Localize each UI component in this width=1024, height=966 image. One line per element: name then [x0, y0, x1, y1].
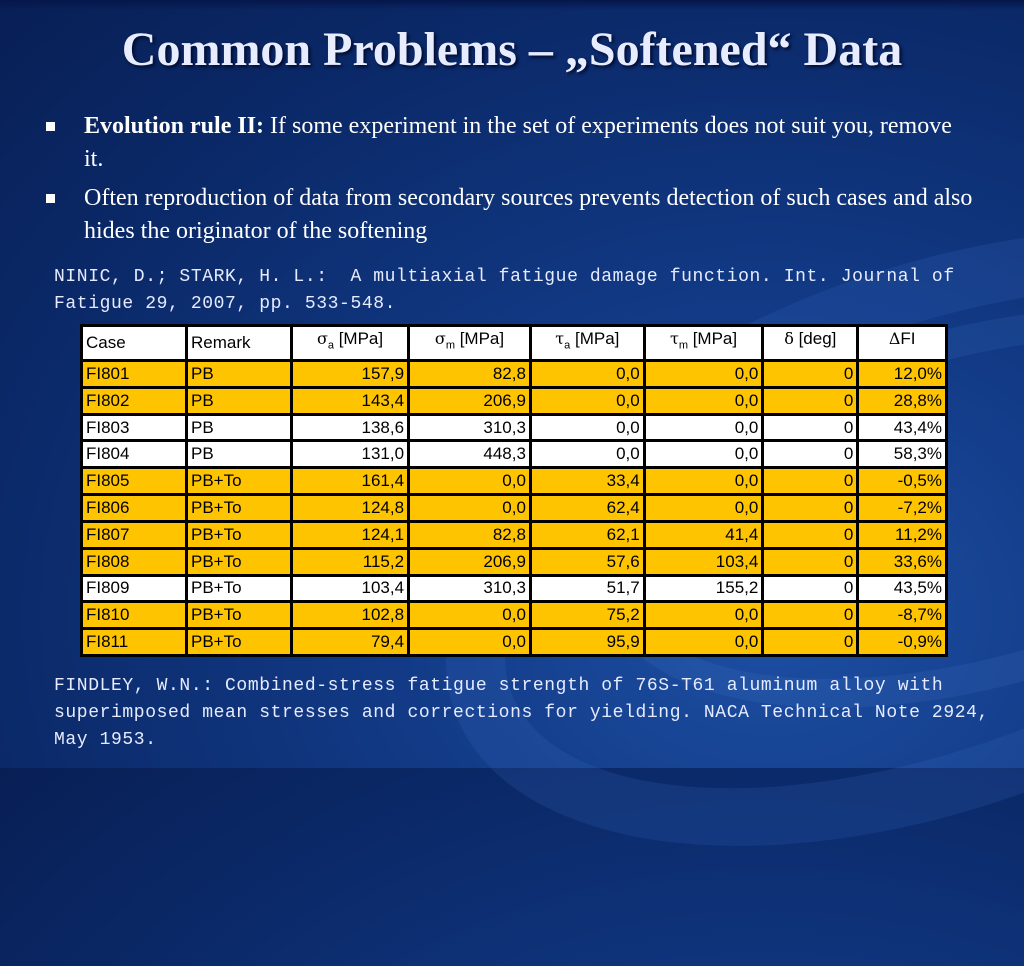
cell-tau-a: 33,4 [532, 469, 643, 493]
cell-delta-fi: -0,9% [859, 630, 945, 654]
table-row [83, 442, 945, 466]
cell-tau-a: 57,6 [532, 550, 643, 574]
cell-case: FI808 [83, 550, 185, 574]
cell-delta-fi: 28,8% [859, 389, 945, 413]
reference-ninic-stark: NINIC, D.; STARK, H. L.: A multiaxial fatigue damage function. Int. Journal of Fatigue 29, 2007, pp. 533-548. [54, 267, 967, 314]
cell-delta-fi: 11,2% [859, 523, 945, 547]
bullet-item [44, 110, 974, 176]
cell-tau-a: 0,0 [532, 389, 643, 413]
cell-case: FI804 [83, 442, 185, 466]
cell-delta: 0 [764, 416, 856, 440]
table-row [83, 416, 945, 440]
cell-remark: PB+To [188, 496, 290, 520]
cell-sigma-a: 138,6 [293, 416, 407, 440]
top-shadow-bar [0, 0, 1024, 10]
table-row [83, 496, 945, 520]
cell-remark: PB+To [188, 577, 290, 601]
cell-case: FI807 [83, 523, 185, 547]
bullet-text: If some experiment in the set of experiments does not suit you, remove it. [84, 113, 952, 172]
slide-title: Common Problems – „Softened“ Data [121, 23, 903, 76]
cell-sigma-m: 0,0 [410, 603, 529, 627]
cell-delta: 0 [764, 603, 856, 627]
cell-delta-fi: 12,0% [859, 362, 945, 386]
cell-delta: 0 [764, 523, 856, 547]
header-delta-fi: ΔFI [859, 327, 945, 359]
table-row [83, 362, 945, 386]
cell-delta: 0 [764, 389, 856, 413]
cell-remark: PB+To [188, 469, 290, 493]
cell-sigma-a: 143,4 [293, 389, 407, 413]
cell-tau-m: 0,0 [646, 469, 762, 493]
cell-delta: 0 [764, 577, 856, 601]
cell-delta: 0 [764, 550, 856, 574]
cell-tau-m: 0,0 [646, 416, 762, 440]
cell-delta: 0 [764, 442, 856, 466]
cell-case: FI811 [83, 630, 185, 654]
cell-sigma-m: 310,3 [410, 416, 529, 440]
cell-tau-a: 0,0 [532, 442, 643, 466]
cell-tau-a: 95,9 [532, 630, 643, 654]
cell-tau-m: 0,0 [646, 496, 762, 520]
cell-sigma-m: 0,0 [410, 496, 529, 520]
cell-case: FI805 [83, 469, 185, 493]
cell-tau-a: 62,1 [532, 523, 643, 547]
table-row [83, 523, 945, 547]
table-row [83, 550, 945, 574]
header-sigma-a: $\sigma_a$ [MPa] [293, 327, 407, 359]
cell-sigma-a: 124,8 [293, 496, 407, 520]
cell-delta: 0 [764, 630, 856, 654]
cell-tau-m: 0,0 [646, 389, 762, 413]
reference-findley: FINDLEY, W.N.: Combined-stress fatigue strength of 76S-T61 aluminum alloy with superimposed mean stresses and corrections for yielding. NACA Technical Note 2924, May 1953. [54, 676, 1001, 750]
cell-sigma-a: 161,4 [293, 469, 407, 493]
cell-case: FI806 [83, 496, 185, 520]
table-row [83, 603, 945, 627]
cell-tau-a: 0,0 [532, 362, 643, 386]
cell-sigma-m: 0,0 [410, 630, 529, 654]
cell-tau-a: 62,4 [532, 496, 643, 520]
cell-remark: PB+To [188, 550, 290, 574]
cell-delta-fi: 58,3% [859, 442, 945, 466]
cell-case: FI802 [83, 389, 185, 413]
cell-sigma-m: 448,3 [410, 442, 529, 466]
cell-case: FI809 [83, 577, 185, 601]
bullet-list [44, 110, 974, 254]
cell-sigma-m: 0,0 [410, 469, 529, 493]
header-delta: δ [deg] [764, 327, 856, 359]
cell-sigma-a: 124,1 [293, 523, 407, 547]
cell-tau-m: 41,4 [646, 523, 762, 547]
table-row [83, 630, 945, 654]
cell-sigma-m: 310,3 [410, 577, 529, 601]
cell-remark: PB+To [188, 523, 290, 547]
header-case: Case [83, 327, 185, 359]
cell-case: FI810 [83, 603, 185, 627]
fatigue-data-table [80, 324, 948, 657]
cell-remark: PB [188, 389, 290, 413]
cell-delta-fi: 43,5% [859, 577, 945, 601]
cell-remark: PB [188, 416, 290, 440]
cell-delta: 0 [764, 469, 856, 493]
cell-sigma-m: 206,9 [410, 389, 529, 413]
bullet-bold-lead: Evolution rule II: [84, 113, 265, 139]
cell-remark: PB [188, 362, 290, 386]
cell-delta-fi: 33,6% [859, 550, 945, 574]
cell-sigma-m: 82,8 [410, 362, 529, 386]
cell-sigma-m: 206,9 [410, 550, 529, 574]
cell-remark: PB+To [188, 630, 290, 654]
cell-delta-fi: -8,7% [859, 603, 945, 627]
cell-delta-fi: -0,5% [859, 469, 945, 493]
header-tau-a: $\tau_a$ [MPa] [532, 327, 643, 359]
data-table-frame [80, 324, 948, 657]
cell-delta: 0 [764, 496, 856, 520]
cell-tau-m: 0,0 [646, 362, 762, 386]
square-bullet-icon [46, 122, 55, 131]
cell-sigma-a: 115,2 [293, 550, 407, 574]
square-bullet-icon [46, 194, 55, 203]
bullet-item [44, 182, 974, 248]
cell-tau-m: 0,0 [646, 603, 762, 627]
table-header-row [83, 327, 945, 359]
cell-sigma-a: 79,4 [293, 630, 407, 654]
cell-tau-a: 0,0 [532, 416, 643, 440]
cell-delta-fi: 43,4% [859, 416, 945, 440]
cell-remark: PB+To [188, 603, 290, 627]
header-remark: Remark [188, 327, 290, 359]
cell-sigma-a: 157,9 [293, 362, 407, 386]
cell-sigma-a: 102,8 [293, 603, 407, 627]
bullet-text: Often reproduction of data from secondary sources prevents detection of such cases and also hides the originator of the softening [84, 185, 973, 244]
cell-case: FI803 [83, 416, 185, 440]
cell-sigma-a: 131,0 [293, 442, 407, 466]
table-row [83, 577, 945, 601]
table-row [83, 469, 945, 493]
table-row [83, 389, 945, 413]
cell-sigma-m: 82,8 [410, 523, 529, 547]
cell-delta: 0 [764, 362, 856, 386]
cell-remark: PB [188, 442, 290, 466]
cell-tau-a: 75,2 [532, 603, 643, 627]
cell-tau-a: 51,7 [532, 577, 643, 601]
cell-sigma-a: 103,4 [293, 577, 407, 601]
cell-tau-m: 103,4 [646, 550, 762, 574]
header-tau-m: $\tau_m$ [MPa] [646, 327, 762, 359]
cell-tau-m: 155,2 [646, 577, 762, 601]
header-sigma-m: $\sigma_m$ [MPa] [410, 327, 529, 359]
cell-delta-fi: -7,2% [859, 496, 945, 520]
cell-tau-m: 0,0 [646, 442, 762, 466]
table-body [83, 362, 945, 654]
cell-tau-m: 0,0 [646, 630, 762, 654]
cell-case: FI801 [83, 362, 185, 386]
